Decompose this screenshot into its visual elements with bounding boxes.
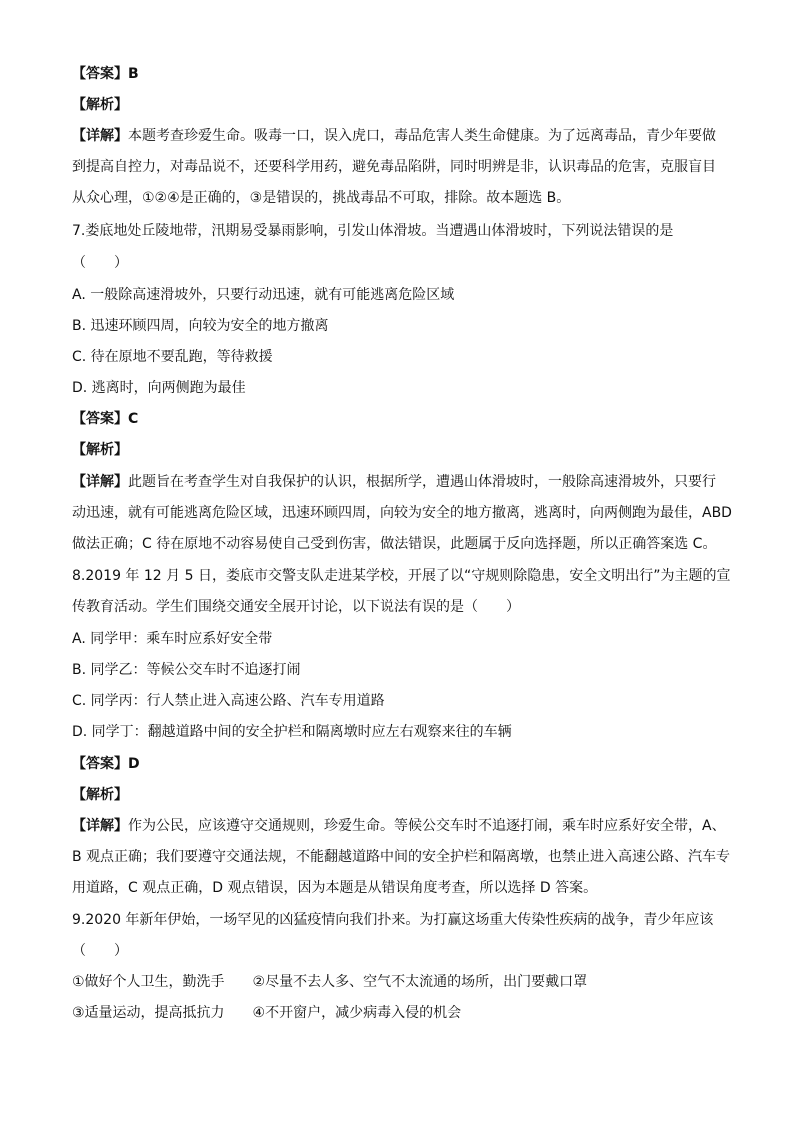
detail-label: 【详解】 xyxy=(72,128,128,144)
analysis-label: 解析 xyxy=(86,787,114,803)
q6-analysis-heading: 【解析】 xyxy=(72,97,128,113)
q8-option-c: C. 同学丙：行人禁止进入高速公路、汽车专用道路 xyxy=(72,693,385,709)
q8-detail-line-2: B 观点正确；我们要遵守交通法规，不能翻越道路中间的安全护栏和隔离墩，也禁止进入高速公路、汽车专 xyxy=(72,849,731,865)
q9-items-line-1: ①做好个人卫生，勤洗手 ②尽量不去人多、空气不太流通的场所，出门要戴口罩 xyxy=(72,974,588,990)
analysis-label: 解析 xyxy=(86,97,114,113)
q8-stem-line-2: 传教育活动。学生们围绕交通安全展开讨论，以下说法有误的是（ ） xyxy=(72,599,520,615)
q8-detail-line-1 xyxy=(72,816,726,836)
q8-option-b: B. 同学乙：等候公交车时不追逐打闹 xyxy=(72,662,301,678)
q8-answer-line xyxy=(72,754,722,774)
q8-detail-line-3: 用道路，C 观点正确，D 观点错误，因为本题是从错误角度考查，所以选择 D 答案。 xyxy=(72,880,598,896)
detail-label: 【详解】 xyxy=(72,818,128,834)
q7-detail-line-1 xyxy=(72,472,722,492)
q7-detail-line-2: 动迅速，就有可能逃离危险区域，迅速环顾四周，向较为安全的地方撤离，逃离时，向两侧跑为最佳，ABD xyxy=(72,505,732,521)
q8-stem-line-1: 8.2019 年 12 月 5 日，娄底市交警支队走进某学校，开展了以“守规则除隐患，安全文明出行”为主题的宣 xyxy=(72,568,731,584)
q7-option-d: D. 逃离时，向两侧跑为最佳 xyxy=(72,380,246,396)
answer-label: 【答案】 xyxy=(72,66,128,82)
q6-answer-line xyxy=(72,64,722,84)
q6-detail-line-3: 从众心理，①②④是正确的，③是错误的，挑战毒品不可取，排除。故本题选 B。 xyxy=(72,190,571,206)
detail-text: 作为公民，应该遵守交通规则，珍爱生命。等候公交车时不追逐打闹，乘车时应系好安全带，A、 xyxy=(128,818,726,834)
detail-label: 【详解】 xyxy=(72,474,128,490)
q7-option-a: A. 一般除高速滑坡外，只要行动迅速，就有可能逃离危险区域 xyxy=(72,287,455,303)
q7-stem-line-1: 7.娄底地处丘陵地带，汛期易受暴雨影响，引发山体滑坡。当遭遇山体滑坡时，下列说法错误的是 xyxy=(72,223,674,239)
q9-items-line-2: ③适量运动，提高抵抗力 ④不开窗户，减少病毒入侵的机会 xyxy=(72,1005,462,1021)
q6-detail-line-2: 到提高自控力，对毒品说不，还要科学用药，避免毒品陷阱，同时明辨是非，认识毒品的危害，克服盲目 xyxy=(72,159,716,175)
detail-text: 本题考查珍爱生命。吸毒一口，误入虎口，毒品危害人类生命健康。为了远离毒品，青少年要做 xyxy=(128,128,716,144)
answer-value: D xyxy=(128,756,140,772)
q7-answer-line xyxy=(72,409,722,429)
answer-label: 【答案】 xyxy=(72,411,128,427)
analysis-label: 解析 xyxy=(86,442,114,458)
q9-stem-line-1: 9.2020 年新年伊始，一场罕见的凶猛疫情向我们扑来。为打赢这场重大传染性疾病的战争，青少年应该 xyxy=(72,912,714,928)
q9-stem-line-2: （ ） xyxy=(72,943,128,959)
q8-analysis-heading: 【解析】 xyxy=(72,787,128,803)
q7-analysis-heading: 【解析】 xyxy=(72,442,128,458)
q6-detail-line-1 xyxy=(72,126,722,146)
q7-stem-line-2: （ ） xyxy=(72,255,128,271)
q7-option-b: B. 迅速环顾四周，向较为安全的地方撤离 xyxy=(72,318,329,334)
q7-option-c: C. 待在原地不要乱跑，等待救援 xyxy=(72,349,273,365)
detail-text: 此题旨在考查学生对自我保护的认识，根据所学，遭遇山体滑坡时，一般除高速滑坡外，只要行 xyxy=(128,474,716,490)
answer-label: 【答案】 xyxy=(72,756,128,772)
q8-option-a: A. 同学甲：乘车时应系好安全带 xyxy=(72,631,273,647)
q8-option-d: D. 同学丁：翻越道路中间的安全护栏和隔离墩时应左右观察来往的车辆 xyxy=(72,724,512,740)
answer-value: B xyxy=(128,66,139,82)
q7-detail-line-3: 做法正确；C 待在原地不动容易使自己受到伤害，做法错误，此题属于反向选择题，所以正确答案选 C。 xyxy=(72,536,717,552)
answer-value: C xyxy=(128,411,139,427)
